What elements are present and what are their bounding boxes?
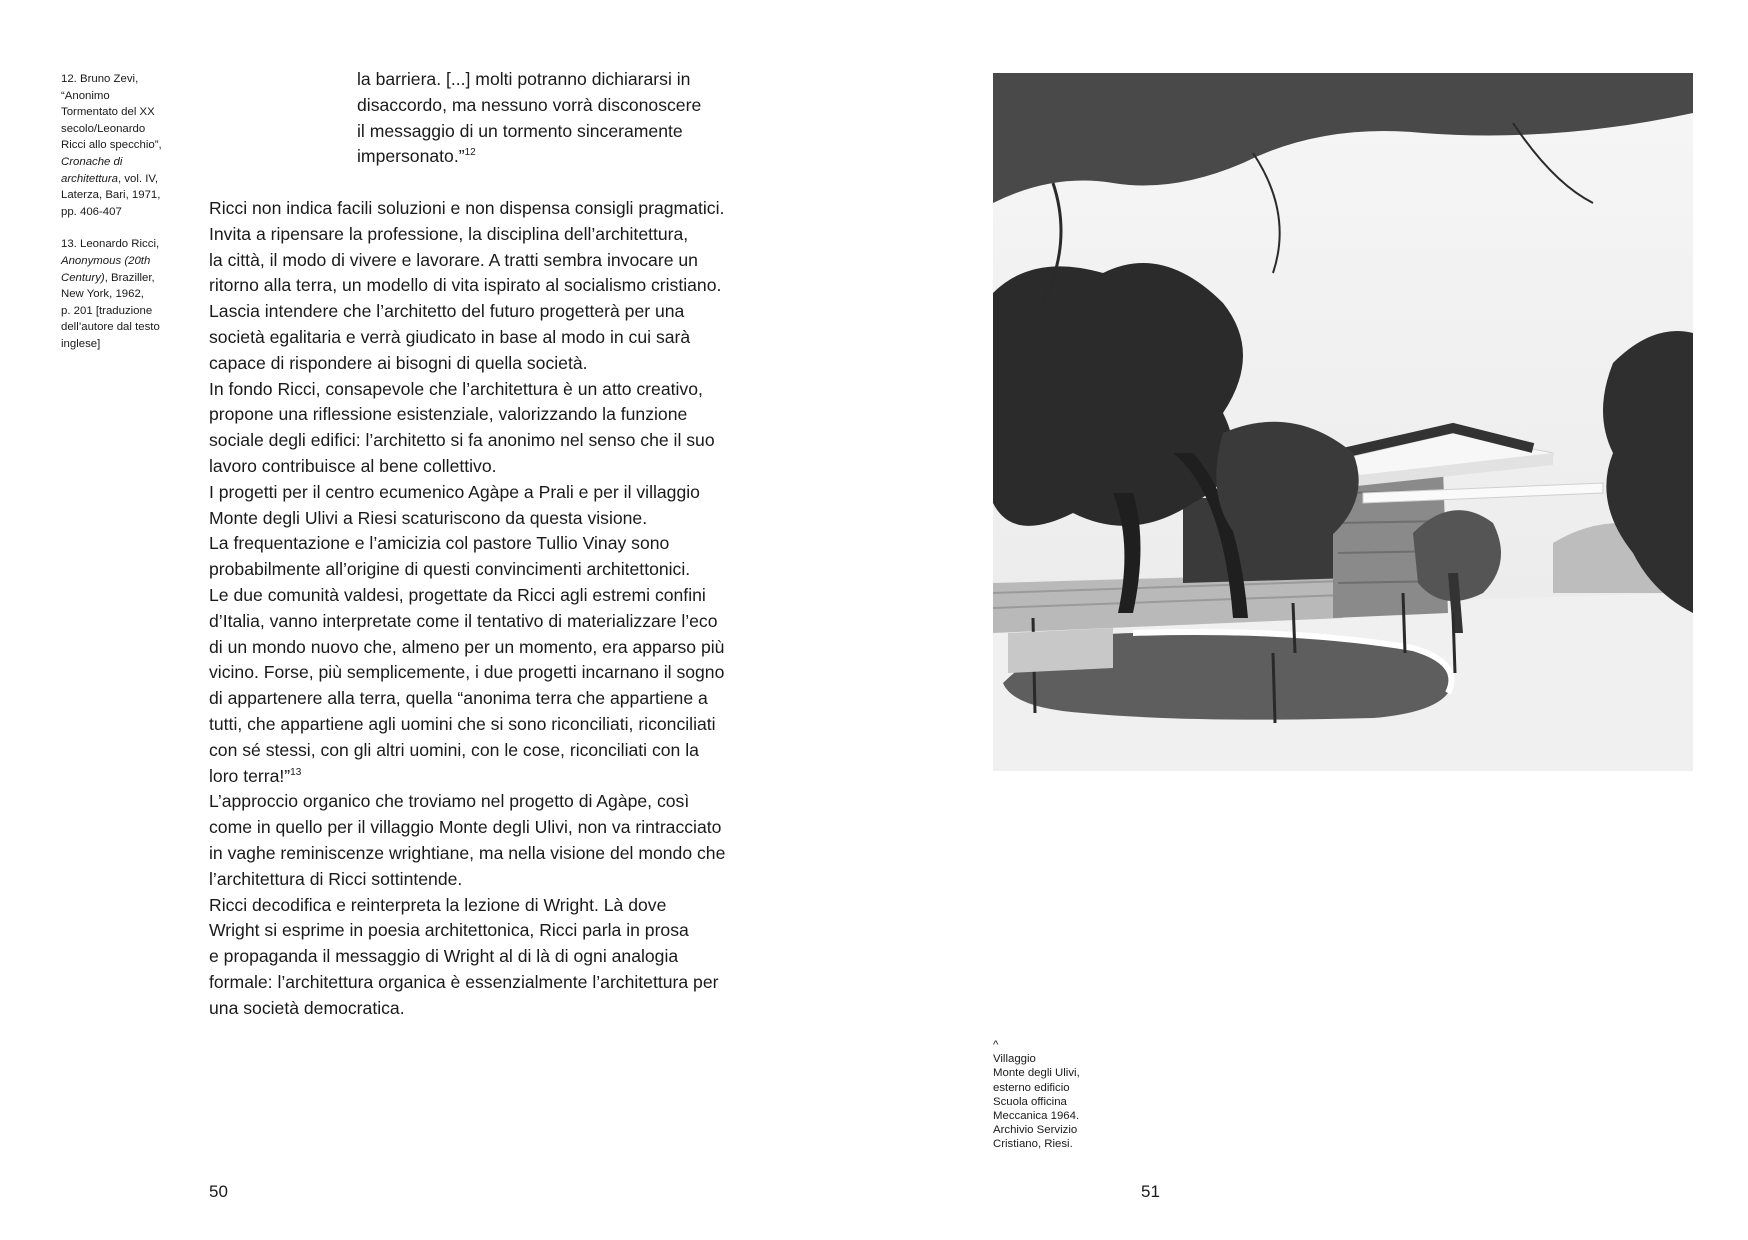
body-line-text: di appartenere alla terra, quella “anonima terra che appartiene a <box>209 688 708 709</box>
body-line <box>209 867 789 893</box>
body-line <box>209 273 789 299</box>
body-line <box>209 944 789 970</box>
caption-line: Cristiano, Riesi. <box>993 1138 1073 1151</box>
footnote-line: secolo/Leonardo <box>61 122 146 135</box>
body-line <box>209 609 789 635</box>
footnote-line: 12. Bruno Zevi, <box>61 73 139 85</box>
body-line-text: come in quello per il villaggio Monte degli Ulivi, non va rintracciato <box>209 817 722 838</box>
body-line-text: In fondo Ricci, consapevole che l’architettura è un atto creativo, <box>209 378 703 399</box>
footnote-line: “Anonimo <box>61 89 110 102</box>
page-number-right: 51 <box>1141 1182 1160 1201</box>
body-line-text: una società democratica. <box>209 997 405 1018</box>
body-line-text: lavoro contribuisce al bene collettivo. <box>209 455 497 476</box>
body-line-text: Ricci decodifica e reinterpreta la lezione di Wright. Là dove <box>209 894 667 915</box>
body-line <box>209 428 789 454</box>
footnote-title: architettura <box>61 172 118 185</box>
quote-line: disaccordo, ma nessuno vorrà disconoscere <box>357 94 702 115</box>
body-line-text: società egalitaria e verrà giudicato in base al modo in cui sarà <box>209 326 691 347</box>
body-line <box>209 454 789 480</box>
footnote-12 <box>61 71 171 220</box>
page-number-left: 50 <box>209 1182 228 1201</box>
caption-line: Villaggio <box>993 1053 1036 1066</box>
body-line-text: sociale degli edifici: l’architetto si fa anonimo nel senso che il suo <box>209 430 715 451</box>
footnote-line <box>61 154 171 171</box>
body-line <box>209 712 789 738</box>
footnote-line: Laterza, Bari, 1971, <box>61 189 161 202</box>
quote-line <box>357 144 777 170</box>
footnote-text: , vol. IV, <box>117 172 159 185</box>
body-line-text: Monte degli Ulivi a Riesi scaturiscono da questa visione. <box>209 507 648 528</box>
body-line <box>209 996 789 1022</box>
body-line-text: d’Italia, vanno interpretate come il tentativo di materializzare l’eco <box>209 610 718 631</box>
body-line <box>209 970 789 996</box>
body-line-text: e propaganda il messaggio di Wright al di là di ogni analogia <box>209 946 679 967</box>
footnote-line: New York, 1962, <box>61 288 144 301</box>
body-line-text: Ricci non indica facili soluzioni e non dispensa consigli pragmatici. <box>209 198 725 218</box>
footnote-line: inglese] <box>61 337 101 350</box>
body-line <box>209 635 789 661</box>
body-line-text: I progetti per il centro ecumenico Agàpe a Prali e per il villaggio <box>209 481 700 502</box>
footnote-ref[interactable]: 12 <box>464 147 476 159</box>
body-line <box>209 222 789 248</box>
quote-text: impersonato.” <box>357 146 465 167</box>
footnote-line: p. 201 [traduzione <box>61 304 153 317</box>
body-line <box>209 583 789 609</box>
body-line <box>209 351 789 377</box>
body-line <box>209 377 789 403</box>
body-line-text: probabilmente all’origine di questi convincimenti architettonici. <box>209 559 691 580</box>
body-line <box>209 248 789 274</box>
footnotes <box>61 71 171 369</box>
body-line <box>209 893 789 919</box>
quote-block <box>357 67 777 170</box>
caption-line: ^ <box>993 1039 999 1051</box>
footnote-line: Tormentato del XX <box>61 106 155 119</box>
body-line <box>209 764 789 790</box>
footnote-13 <box>61 236 171 352</box>
body-line <box>209 686 789 712</box>
body-line <box>209 506 789 532</box>
caption-line: Monte degli Ulivi, <box>993 1067 1080 1080</box>
footnote-ref[interactable]: 13 <box>290 766 302 778</box>
body-line-text: loro terra!” <box>209 765 291 786</box>
caption-line: Meccanica 1964. <box>993 1110 1080 1123</box>
building-photo <box>993 73 1693 771</box>
body-line-text: L’approccio organico che troviamo nel progetto di Agàpe, così <box>209 791 690 812</box>
quote-line: il messaggio di un tormento sinceramente <box>357 120 683 141</box>
body-line-text: l’architettura di Ricci sottintende. <box>209 868 463 889</box>
body-line-text: Le due comunità valdesi, progettate da Ricci agli estremi confini <box>209 584 706 605</box>
body-line <box>209 738 789 764</box>
body-line-text: in vaghe reminiscenze wrightiane, ma nella visione del mondo che <box>209 842 726 863</box>
body-line-text: propone una riflessione esistenziale, valorizzando la funzione <box>209 404 688 425</box>
body-line-text: ritorno alla terra, un modello di vita ispirato al socialismo cristiano. <box>209 275 722 296</box>
body-line-text: la città, il modo di vivere e lavorare. A tratti sembra invocare un <box>209 249 698 270</box>
caption-line: Archivio Servizio <box>993 1124 1078 1137</box>
body-line-text: Wright si esprime in poesia architettonica, Ricci parla in prosa <box>209 920 689 941</box>
photo-caption <box>993 1038 1113 1152</box>
body-line <box>209 918 789 944</box>
footnote-line: Ricci allo specchio”, <box>61 139 162 152</box>
body-line-text: vicino. Forse, più semplicemente, i due progetti incarnano il sogno <box>209 662 725 683</box>
body-line-text: con sé stessi, con gli altri uomini, con le cose, riconciliati con la <box>209 739 699 760</box>
quote-line: la barriera. [...] molti potranno dichiararsi in <box>357 69 691 89</box>
footnote-line: dell’autore dal testo <box>61 321 160 334</box>
body-line <box>209 196 789 222</box>
body-line-text: di un mondo nuovo che, almeno per un momento, era apparso più <box>209 636 725 657</box>
body-line-text: formale: l’architettura organica è essenzialmente l’architettura per <box>209 971 719 992</box>
body-line-text: Lascia intendere che l’architetto del futuro progetterà per una <box>209 301 685 322</box>
footnote-text: , Braziller, <box>104 271 155 284</box>
body-line <box>209 531 789 557</box>
footnote-title: Cronache di <box>61 155 123 168</box>
caption-line: esterno edificio <box>993 1081 1070 1094</box>
body-line <box>209 815 789 841</box>
footnote-title: Century) <box>61 271 105 284</box>
footnote-line <box>61 171 171 188</box>
caption-line: Scuola officina <box>993 1095 1067 1108</box>
footnote-line: pp. 406-407 <box>61 205 122 218</box>
body-line <box>209 480 789 506</box>
body-text <box>209 196 789 1022</box>
body-line-text: capace di rispondere ai bisogni di quella società. <box>209 352 588 373</box>
body-line <box>209 789 789 815</box>
footnote-line <box>61 253 171 270</box>
body-line-text: tutti, che appartiene agli uomini che si sono riconciliati, riconciliati <box>209 713 716 734</box>
footnote-line: 13. Leonardo Ricci, <box>61 238 160 251</box>
body-line-text: La frequentazione e l’amicizia col pastore Tullio Vinay sono <box>209 533 670 554</box>
body-line-text: Invita a ripensare la professione, la disciplina dell’architettura, <box>209 223 689 244</box>
body-line <box>209 660 789 686</box>
footnote-line <box>61 270 171 287</box>
footnote-title: Anonymous (20th <box>61 254 151 267</box>
body-line <box>209 557 789 583</box>
body-line <box>209 402 789 428</box>
body-line <box>209 325 789 351</box>
body-line <box>209 299 789 325</box>
body-line <box>209 841 789 867</box>
